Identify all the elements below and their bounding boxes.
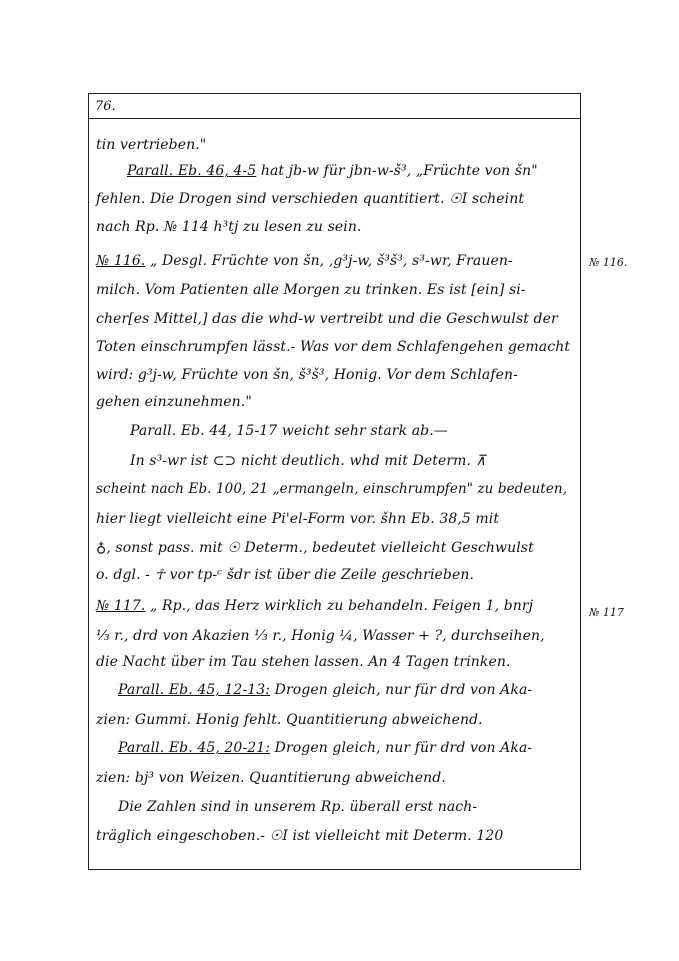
manuscript-line xyxy=(96,191,524,207)
line-text: „ Rp., das Herz wirklich zu behandeln. Feigen 1, bnrj xyxy=(145,598,534,614)
line-text: tin vertrieben." xyxy=(96,137,207,153)
line-text: Drogen gleich, nur für drd von Aka- xyxy=(270,682,533,698)
manuscript-line xyxy=(96,219,362,235)
manuscript-line xyxy=(118,682,532,698)
page-number: 76. xyxy=(95,99,116,114)
manuscript-line xyxy=(96,339,570,355)
underlined-reference: № 117. xyxy=(96,598,146,614)
line-text: nach Rp. № 114 h³tj zu lesen zu sein. xyxy=(96,219,362,235)
manuscript-line xyxy=(96,481,567,497)
margin-note-116: № 116. xyxy=(589,256,628,269)
manuscript-line xyxy=(96,828,503,844)
manuscript-line xyxy=(130,423,448,439)
line-text: cher[es Mittel,] das die whd-w vertreibt und die Geschwulst der xyxy=(96,311,558,327)
line-text: zien: Gummi. Honig fehlt. Quantitierung abweichend. xyxy=(96,712,483,728)
manuscript-line xyxy=(96,540,534,556)
line-text: Drogen gleich, nur für drd von Aka- xyxy=(270,740,533,756)
manuscript-line xyxy=(127,163,538,179)
line-text: Parall. Eb. 44, 15-17 weicht sehr stark ab.— xyxy=(130,423,448,439)
manuscript-line xyxy=(96,367,518,383)
manuscript-line xyxy=(130,453,486,469)
line-text: hier liegt vielleicht eine Pi'el-Form vor. šhn Eb. 38,5 mit xyxy=(96,511,500,527)
line-text: „ Desgl. Früchte von šn, ,g³j-w, š³š³, s³-wr, Frauen- xyxy=(145,253,513,269)
manuscript-line xyxy=(96,137,206,153)
line-text: träglich eingeschoben.- ☉I ist vielleicht mit Determ. 120 xyxy=(96,828,504,844)
line-text: gehen einzunehmen." xyxy=(96,394,252,410)
manuscript-line xyxy=(96,311,558,327)
line-text: scheint nach Eb. 100, 21 „ermangeln, einschrumpfen" zu bedeuten, xyxy=(96,481,568,497)
line-text: hat jb-w für jbn-w-š³, „Früchte von šn" xyxy=(256,163,538,179)
line-text: die Nacht über im Tau stehen lassen. An 4 Tagen trinken. xyxy=(96,654,511,670)
manuscript-line xyxy=(118,740,532,756)
line-text: Toten einschrumpfen lässt.- Was vor dem Schlafengehen gemacht xyxy=(96,339,571,355)
line-text: ⅓ r., drd von Akazien ⅓ r., Honig ¼, Wasser + ?, durchseihen, xyxy=(96,628,545,644)
underlined-reference: Parall. Eb. 45, 12-13: xyxy=(118,682,271,698)
manuscript-line xyxy=(96,712,483,728)
line-text: o. dgl. - ☥ vor tp-ᶜ šdr ist über die Zeile geschrieben. xyxy=(96,567,475,583)
underlined-reference: № 116. xyxy=(96,253,146,269)
line-text: fehlen. Die Drogen sind verschieden quantitiert. ☉I scheint xyxy=(96,191,525,207)
header-rule xyxy=(88,118,581,119)
line-text: wird: g³j-w, Früchte von šn, š³š³, Honig. Vor dem Schlafen- xyxy=(96,367,518,383)
underlined-reference: Parall. Eb. 45, 20-21: xyxy=(118,740,271,756)
manuscript-line xyxy=(118,799,477,815)
line-text: zien: bj³ von Weizen. Quantitierung abweichend. xyxy=(96,770,446,786)
manuscript-line xyxy=(96,253,513,269)
line-text: ♁, sonst pass. mit ☉ Determ., bedeutet vielleicht Geschwulst xyxy=(96,540,534,556)
manuscript-line xyxy=(96,628,545,644)
line-text: In s³-wr ist ⊂⊃ nicht deutlich. whd mit Determ. ⊼ xyxy=(130,453,487,469)
manuscript-line xyxy=(96,654,511,670)
manuscript-line xyxy=(96,770,446,786)
line-text: Die Zahlen sind in unserem Rp. überall erst nach- xyxy=(118,799,478,815)
manuscript-line xyxy=(96,598,533,614)
line-text: milch. Vom Patienten alle Morgen zu trinken. Es ist [ein] si- xyxy=(96,282,526,298)
margin-note-117: № 117 xyxy=(589,606,624,619)
manuscript-line xyxy=(96,394,252,410)
manuscript-line xyxy=(96,567,474,583)
manuscript-line xyxy=(96,282,526,298)
underlined-reference: Parall. Eb. 46, 4-5 xyxy=(127,163,257,179)
manuscript-line xyxy=(96,511,499,527)
